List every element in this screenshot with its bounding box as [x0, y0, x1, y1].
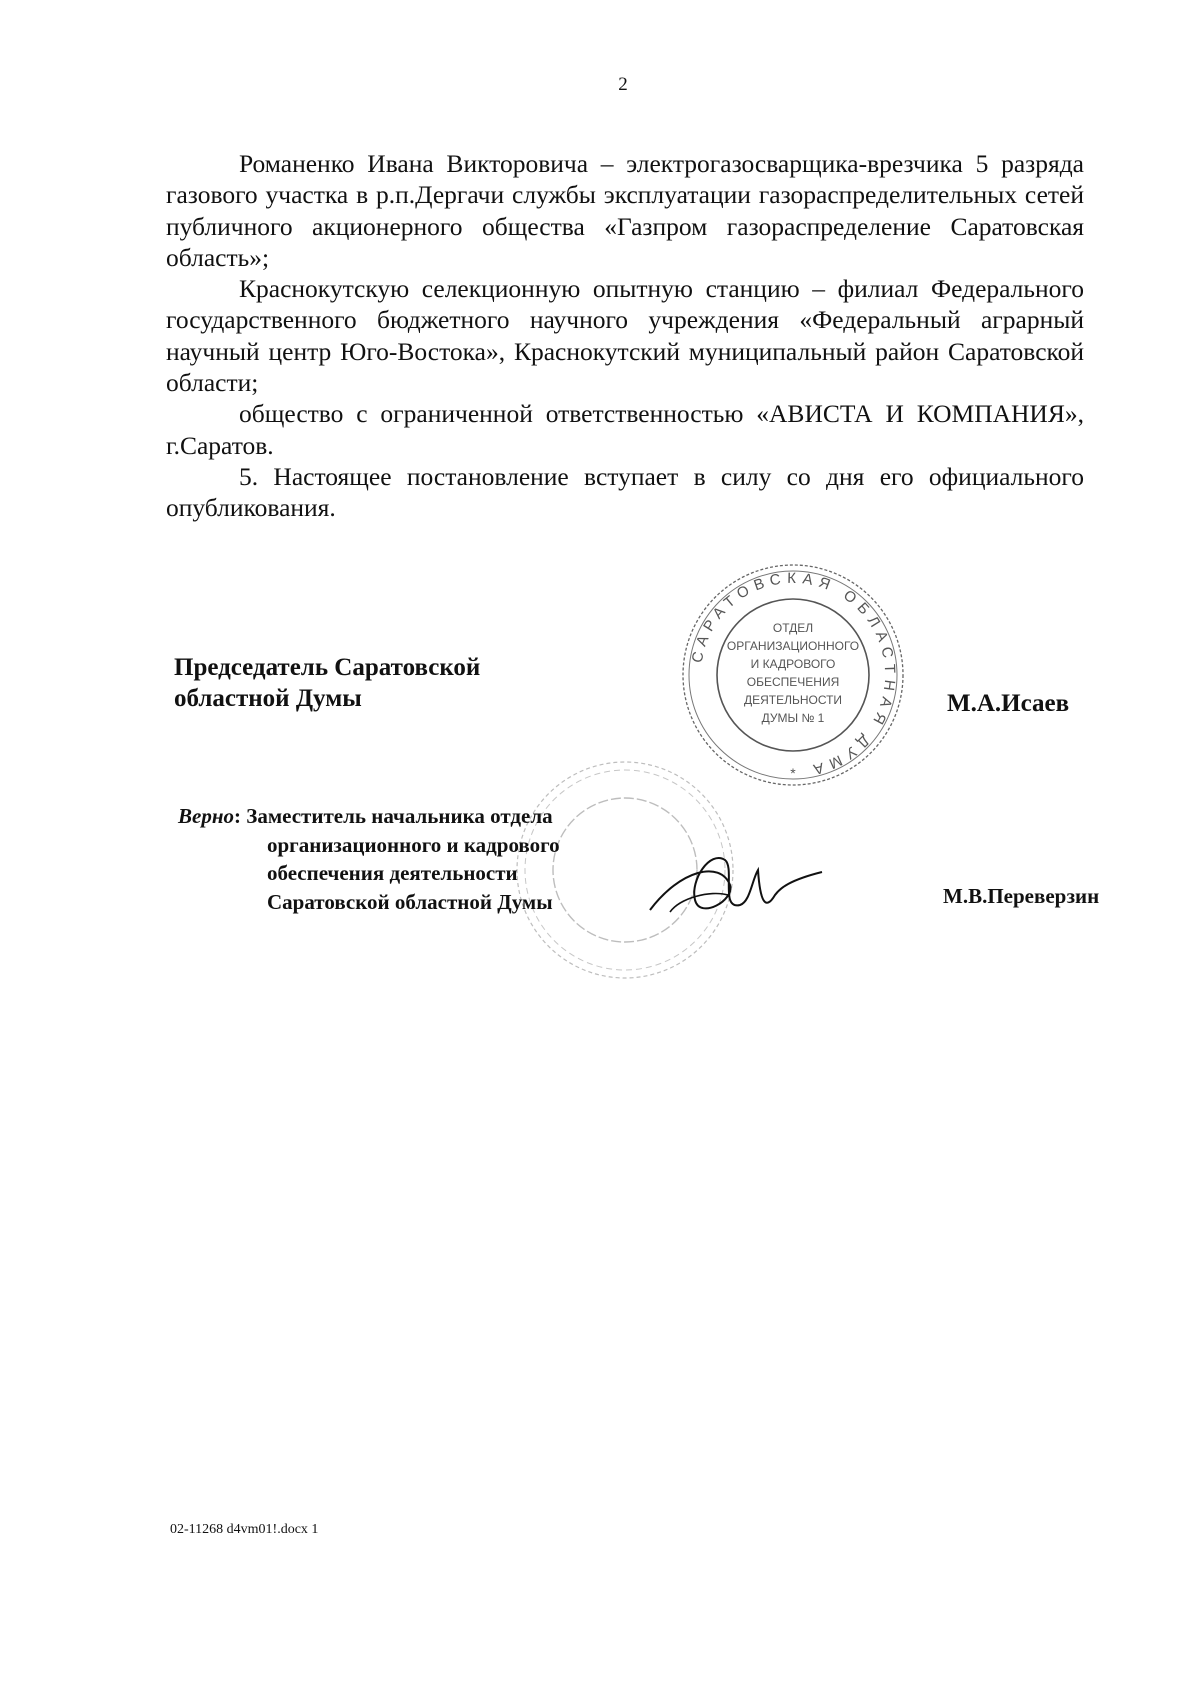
stamp-line-1: ОТДЕЛ — [772, 621, 814, 635]
paragraph-effective-date: 5. Настоящее постановление вступает в силу со дня его официального опубликования. — [166, 461, 1084, 523]
chairman-title-line-1: Председатель Саратовской — [174, 654, 481, 681]
official-stamp — [678, 560, 908, 790]
handwritten-signature — [640, 840, 830, 940]
paragraph-avista: общество с ограниченной ответственностью «АВИСТА И КОМПАНИЯ», г.Саратов. — [166, 399, 1084, 460]
stamp-line-6: ДУМЫ № 1 — [761, 711, 825, 725]
certification-line-3: обеспечения деятельности — [267, 861, 518, 885]
chairman-title-line-2: областной Думы — [174, 685, 362, 712]
stamp-line-2: ОРГАНИЗАЦИОННОГО — [726, 639, 860, 653]
stamp-line-5: ДЕЯТЕЛЬНОСТИ — [743, 693, 843, 707]
stamp-ring-text: САРАТОВСКАЯ ОБЛАСТНАЯ ДУМА — [688, 569, 899, 779]
paragraph-krasnokutsk-station: Краснокутскую селекционную опытную станцию – филиал Федерального государственного бюджетного научного учреждения «Федеральный аграрный научный центр Юго-Востока», Краснокутский муниципальный район Саратовской области; — [166, 274, 1084, 398]
stamp-line-3: И КАДРОВОГО — [750, 657, 836, 671]
certification-block — [178, 802, 560, 916]
certification-position: Заместитель начальника отдела — [246, 804, 553, 828]
stamp-star: * — [790, 765, 796, 781]
footer-document-code: 02-11268 d4vm01!.docx 1 — [170, 1522, 319, 1537]
deputy-name: М.В.Переверзин — [943, 884, 1100, 908]
certification-line-2: организационного и кадрового — [267, 832, 560, 857]
paragraph-romanenko: Романенко Ивана Викторовича – электрогазосварщика-врезчика 5 разряда газового участка в р.п.Дергачи службы эксплуатации газораспределительных сетей публичного акционерного общества «Газпром газораспределение Саратовская область»; — [166, 149, 1084, 272]
stamp-line-4: ОБЕСПЕЧЕНИЯ — [746, 675, 840, 689]
certification-line-1 — [178, 802, 560, 831]
chairman-title — [174, 652, 480, 714]
chairman-name: М.А.Исаев — [947, 690, 1070, 717]
certification-label: Верно — [178, 804, 234, 828]
certification-line-4: Саратовской областной Думы — [267, 889, 553, 914]
certification-colon: : — [234, 804, 241, 828]
page-number: 2 — [618, 74, 628, 95]
body-text — [166, 148, 1084, 524]
